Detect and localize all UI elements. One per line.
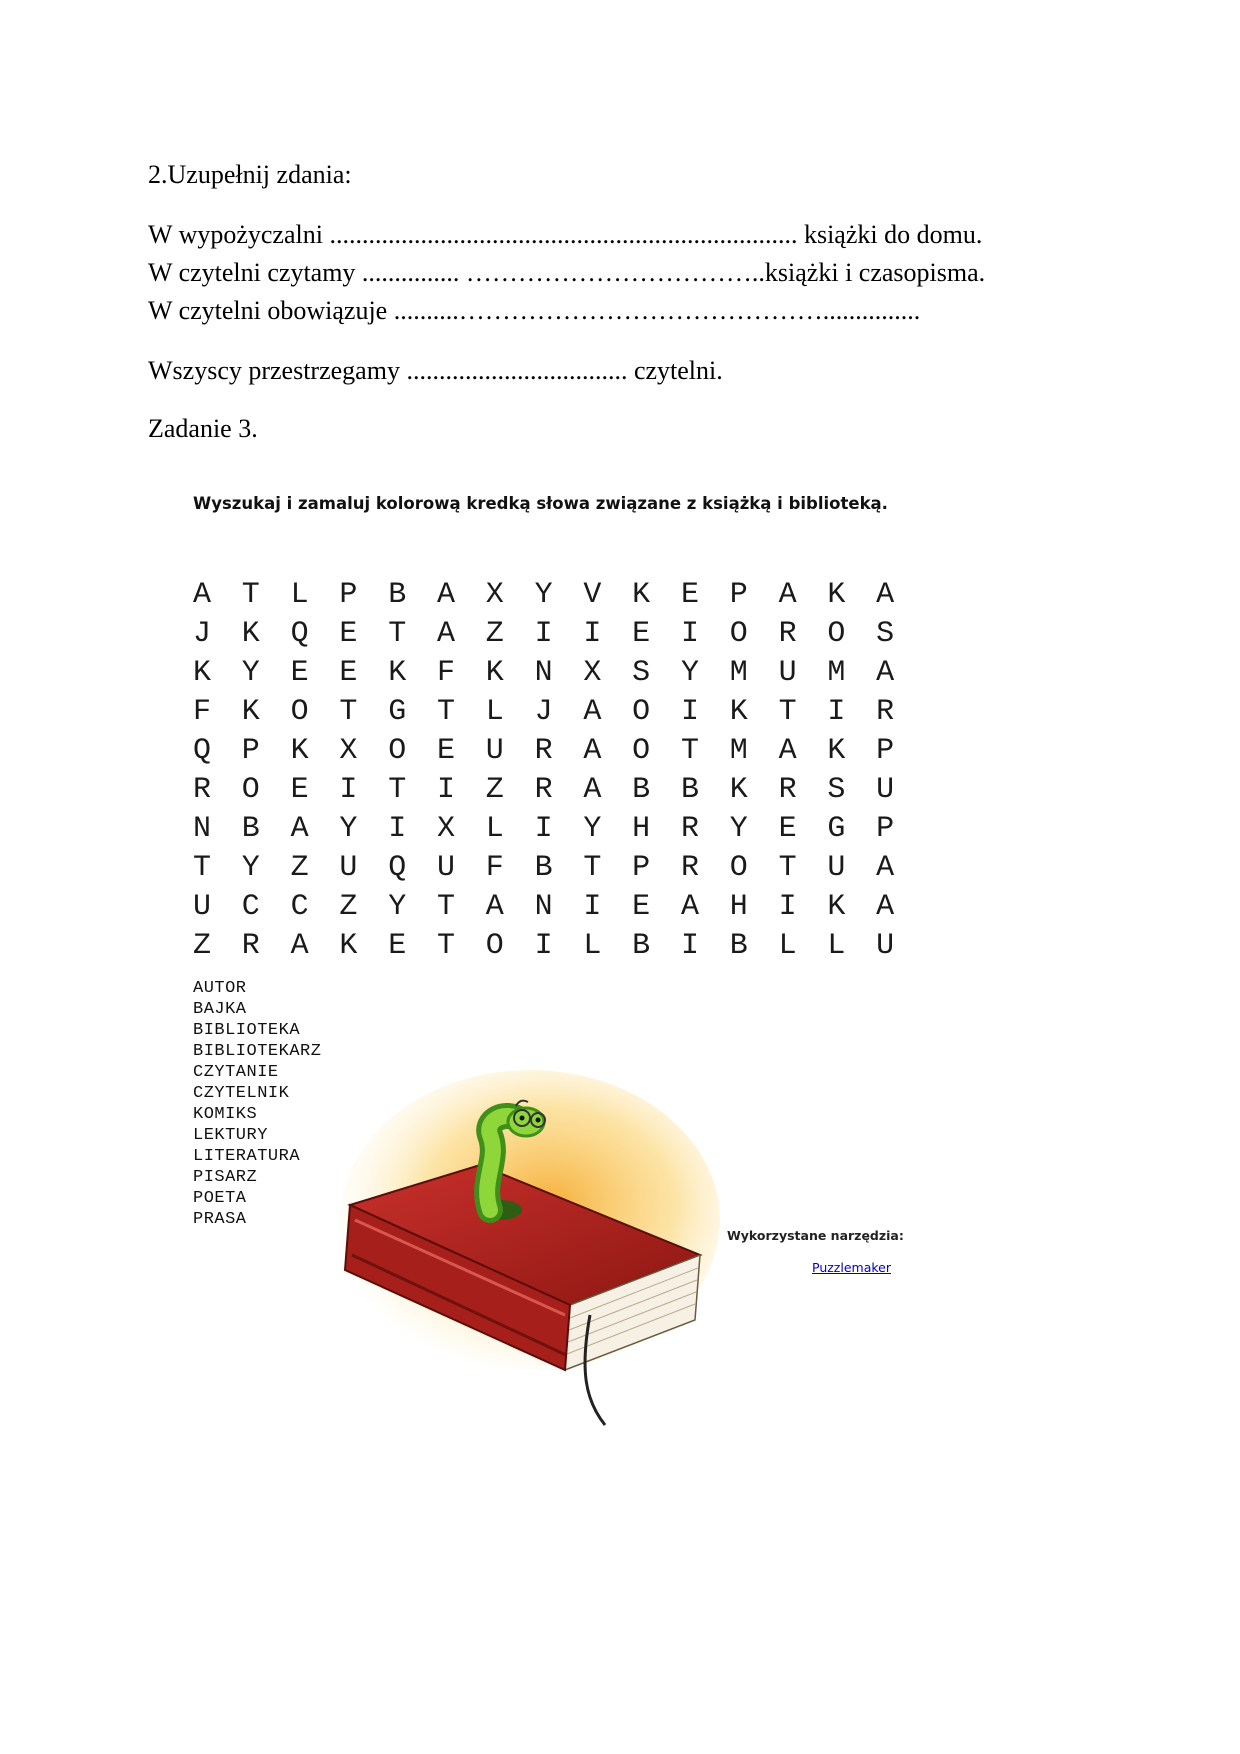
grid-letter: R: [241, 929, 260, 963]
sentence-1: W wypożyczalni ........................................................................ książki do domu.: [148, 220, 983, 249]
grid-letter: O: [485, 929, 504, 963]
grid-letter: H: [729, 890, 748, 924]
grid-letter: A: [485, 890, 504, 924]
word-list-item: LITERATURA: [193, 1147, 301, 1166]
grid-letter: I: [583, 617, 602, 651]
grid-letter: E: [436, 734, 455, 768]
grid-letter: T: [193, 851, 212, 885]
grid-letter: L: [485, 812, 504, 846]
puzzlemaker-link[interactable]: Puzzlemaker: [812, 1260, 891, 1275]
grid-letter: I: [778, 890, 797, 924]
grid-letter: F: [485, 851, 504, 885]
grid-letter: E: [388, 929, 407, 963]
grid-letter: S: [827, 773, 846, 807]
grid-letter: N: [534, 656, 553, 690]
grid-letter: M: [729, 656, 748, 690]
grid-letter: A: [680, 890, 699, 924]
grid-letter: K: [729, 695, 748, 729]
grid-letter: I: [680, 617, 699, 651]
grid-letter: F: [193, 695, 212, 729]
grid-letter: Z: [290, 851, 309, 885]
word-list-item: BIBLIOTEKARZ: [193, 1042, 322, 1061]
grid-letter: S: [876, 617, 895, 651]
word-list-item: BAJKA: [193, 1000, 247, 1019]
grid-letter: Y: [729, 812, 748, 846]
grid-letter: N: [193, 812, 212, 846]
grid-letter: R: [876, 695, 895, 729]
grid-letter: V: [583, 578, 602, 612]
grid-letter: T: [680, 734, 699, 768]
grid-letter: B: [729, 929, 748, 963]
grid-letter: M: [827, 656, 846, 690]
grid-letter: R: [534, 773, 553, 807]
grid-letter: L: [827, 929, 846, 963]
grid-letter: I: [339, 773, 358, 807]
grid-letter: K: [241, 695, 260, 729]
word-list-item: AUTOR: [193, 979, 247, 998]
grid-letter: J: [534, 695, 553, 729]
grid-letter: H: [632, 812, 651, 846]
grid-letter: O: [388, 734, 407, 768]
grid-letter: U: [876, 929, 895, 963]
grid-letter: O: [827, 617, 846, 651]
word-list-item: PRASA: [193, 1210, 247, 1229]
grid-letter: R: [680, 812, 699, 846]
grid-letter: E: [339, 656, 358, 690]
sentence-3: W czytelni obowiązuje ..........……………………………………...............: [148, 296, 921, 325]
grid-letter: B: [632, 929, 651, 963]
grid-letter: I: [388, 812, 407, 846]
grid-letter: T: [436, 929, 455, 963]
grid-letter: K: [388, 656, 407, 690]
grid-letter: Y: [583, 812, 602, 846]
grid-letter: B: [534, 851, 553, 885]
grid-letter: I: [436, 773, 455, 807]
grid-letter: Q: [388, 851, 407, 885]
grid-letter: K: [290, 734, 309, 768]
grid-letter: F: [436, 656, 455, 690]
grid-letter: C: [241, 890, 260, 924]
grid-letter: G: [388, 695, 407, 729]
grid-row: [193, 693, 925, 732]
grid-letter: T: [583, 851, 602, 885]
grid-letter: A: [876, 851, 895, 885]
grid-letter: Y: [241, 851, 260, 885]
grid-letter: T: [241, 578, 260, 612]
grid-letter: Q: [193, 734, 212, 768]
grid-letter: A: [290, 812, 309, 846]
grid-letter: A: [876, 890, 895, 924]
grid-letter: K: [241, 617, 260, 651]
grid-letter: X: [339, 734, 358, 768]
grid-letter: I: [534, 929, 553, 963]
task3-heading: Zadanie 3.: [148, 414, 258, 443]
grid-row: [193, 615, 925, 654]
grid-row: [193, 732, 925, 771]
word-list-item: BIBLIOTEKA: [193, 1021, 301, 1040]
grid-row: [193, 810, 925, 849]
grid-letter: E: [632, 890, 651, 924]
grid-letter: A: [583, 734, 602, 768]
grid-letter: M: [729, 734, 748, 768]
grid-letter: L: [583, 929, 602, 963]
grid-letter: G: [827, 812, 846, 846]
grid-letter: A: [290, 929, 309, 963]
grid-letter: Z: [485, 773, 504, 807]
wordsearch-grid: [193, 576, 925, 966]
grid-letter: K: [729, 773, 748, 807]
grid-letter: B: [388, 578, 407, 612]
grid-letter: E: [339, 617, 358, 651]
grid-row: [193, 771, 925, 810]
grid-letter: B: [241, 812, 260, 846]
word-list-item: CZYTANIE: [193, 1063, 279, 1082]
grid-letter: K: [827, 578, 846, 612]
grid-letter: Z: [485, 617, 504, 651]
grid-letter: P: [876, 812, 895, 846]
grid-letter: I: [827, 695, 846, 729]
grid-letter: R: [534, 734, 553, 768]
grid-letter: Y: [534, 578, 553, 612]
grid-letter: K: [827, 890, 846, 924]
grid-letter: P: [632, 851, 651, 885]
word-list-item: LEKTURY: [193, 1126, 268, 1145]
grid-letter: T: [388, 617, 407, 651]
grid-letter: K: [485, 656, 504, 690]
grid-letter: P: [339, 578, 358, 612]
bookworm-illustration: [330, 1070, 730, 1440]
grid-letter: U: [339, 851, 358, 885]
grid-letter: Y: [339, 812, 358, 846]
grid-letter: J: [193, 617, 212, 651]
grid-letter: Z: [339, 890, 358, 924]
word-list-item: KOMIKS: [193, 1105, 258, 1124]
grid-letter: I: [534, 617, 553, 651]
grid-row: [193, 927, 925, 966]
word-list-item: POETA: [193, 1189, 247, 1208]
grid-letter: T: [778, 851, 797, 885]
grid-letter: A: [778, 734, 797, 768]
grid-letter: R: [680, 851, 699, 885]
word-list-item: PISARZ: [193, 1168, 258, 1187]
task2-heading: 2.Uzupełnij zdania:: [148, 160, 352, 189]
grid-letter: N: [534, 890, 553, 924]
grid-letter: A: [193, 578, 212, 612]
grid-letter: X: [436, 812, 455, 846]
grid-letter: Y: [680, 656, 699, 690]
grid-letter: R: [778, 617, 797, 651]
grid-letter: I: [680, 929, 699, 963]
grid-letter: O: [729, 851, 748, 885]
grid-letter: U: [193, 890, 212, 924]
grid-letter: R: [778, 773, 797, 807]
grid-letter: L: [485, 695, 504, 729]
grid-letter: A: [778, 578, 797, 612]
grid-letter: S: [632, 656, 651, 690]
grid-letter: I: [534, 812, 553, 846]
grid-letter: O: [241, 773, 260, 807]
grid-letter: T: [388, 773, 407, 807]
grid-letter: E: [680, 578, 699, 612]
wordsearch-instruction: Wyszukaj i zamaluj kolorową kredką słowa związane z książką i biblioteką.: [193, 494, 888, 513]
grid-letter: K: [827, 734, 846, 768]
grid-letter: U: [436, 851, 455, 885]
grid-letter: L: [778, 929, 797, 963]
grid-letter: O: [632, 695, 651, 729]
grid-letter: A: [436, 578, 455, 612]
grid-letter: K: [339, 929, 358, 963]
grid-letter: K: [632, 578, 651, 612]
sentence-2: W czytelni czytamy ............... ……………………………..książki i czasopisma.: [148, 258, 986, 287]
grid-letter: T: [436, 695, 455, 729]
grid-letter: X: [485, 578, 504, 612]
grid-row: [193, 849, 925, 888]
grid-letter: U: [778, 656, 797, 690]
grid-letter: B: [632, 773, 651, 807]
grid-letter: Y: [241, 656, 260, 690]
sentence-4: Wszyscy przestrzegamy .................................. czytelni.: [148, 356, 723, 385]
grid-letter: A: [583, 773, 602, 807]
grid-row: [193, 654, 925, 693]
grid-letter: L: [290, 578, 309, 612]
grid-row: [193, 576, 925, 615]
word-list: [193, 978, 321, 1230]
grid-letter: T: [339, 695, 358, 729]
grid-letter: P: [876, 734, 895, 768]
grid-letter: R: [193, 773, 212, 807]
grid-letter: X: [583, 656, 602, 690]
grid-letter: Q: [290, 617, 309, 651]
grid-letter: A: [876, 656, 895, 690]
tools-label: Wykorzystane narzędzia:: [727, 1228, 904, 1243]
grid-letter: P: [241, 734, 260, 768]
grid-letter: O: [729, 617, 748, 651]
grid-letter: A: [583, 695, 602, 729]
grid-letter: E: [632, 617, 651, 651]
grid-letter: P: [729, 578, 748, 612]
grid-letter: E: [290, 773, 309, 807]
grid-letter: T: [778, 695, 797, 729]
grid-letter: I: [583, 890, 602, 924]
grid-letter: O: [290, 695, 309, 729]
grid-letter: B: [680, 773, 699, 807]
grid-row: [193, 888, 925, 927]
grid-letter: Z: [193, 929, 212, 963]
grid-letter: A: [436, 617, 455, 651]
grid-letter: K: [193, 656, 212, 690]
grid-letter: E: [290, 656, 309, 690]
grid-letter: T: [436, 890, 455, 924]
grid-letter: U: [876, 773, 895, 807]
grid-letter: I: [680, 695, 699, 729]
grid-letter: A: [876, 578, 895, 612]
grid-letter: E: [778, 812, 797, 846]
grid-letter: Y: [388, 890, 407, 924]
grid-letter: U: [485, 734, 504, 768]
grid-letter: C: [290, 890, 309, 924]
grid-letter: U: [827, 851, 846, 885]
grid-letter: O: [632, 734, 651, 768]
word-list-item: CZYTELNIK: [193, 1084, 290, 1103]
